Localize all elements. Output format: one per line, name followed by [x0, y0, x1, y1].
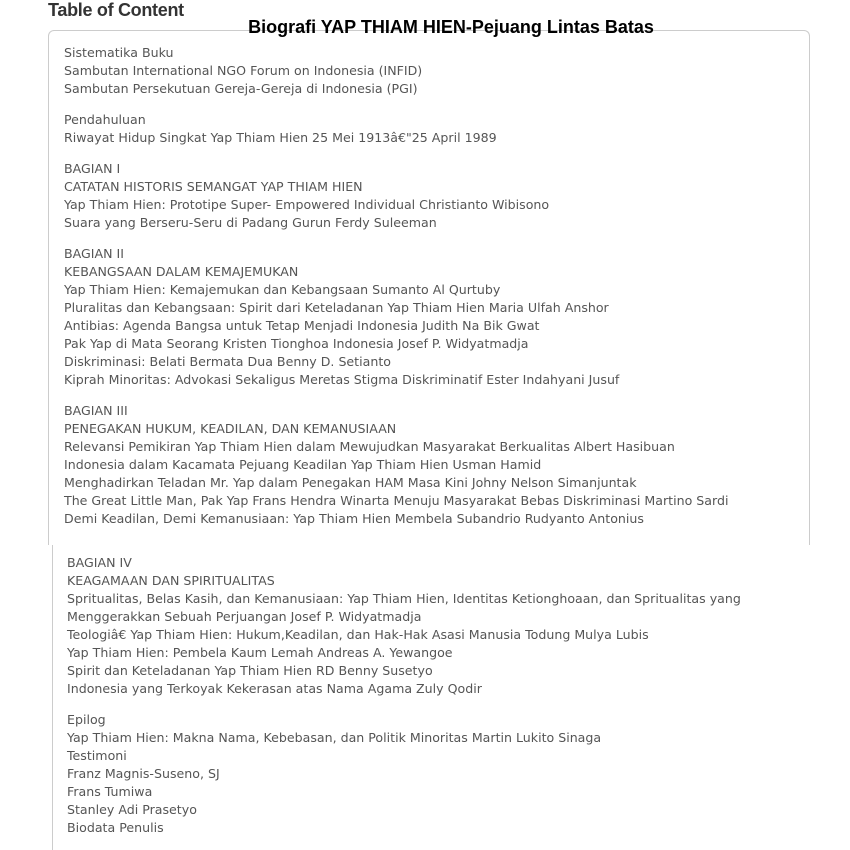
toc-entry: Frans Tumiwa: [67, 784, 153, 799]
toc-entry: Relevansi Pemikiran Yap Thiam Hien dalam Mewujudkan Masyarakat Berkualitas Albert Hasibuan: [64, 439, 675, 454]
toc-entry: Pak Yap di Mata Seorang Kristen Tionghoa Indonesia Josef P. Widyatmadja: [64, 336, 529, 351]
toc-entry: Pluralitas dan Kebangsaan: Spirit dari Keteladanan Yap Thiam Hien Maria Ulfah Anshor: [64, 300, 609, 315]
toc-entry: BAGIAN IV: [67, 555, 132, 570]
toc-entry: The Great Little Man, Pak Yap Frans Hendra Winarta Menuju Masyarakat Bebas Diskriminasi Martino Sardi: [64, 493, 729, 508]
toc-entry: Spritualitas, Belas Kasih, dan Kemanusiaan: Yap Thiam Hien, Identitas Ketionghoaan, dan Spritualitas yang: [67, 591, 741, 606]
toc-entry: BAGIAN III: [64, 403, 128, 418]
toc-entry: Epilog: [67, 712, 106, 727]
toc-entry: KEAGAMAAN DAN SPIRITUALITAS: [67, 573, 275, 588]
toc-section: [67, 711, 812, 837]
toc-entry: Spirit dan Keteladanan Yap Thiam Hien RD Benny Susetyo: [67, 663, 433, 678]
toc-entry: Kiprah Minoritas: Advokasi Sekaligus Meretas Stigma Diskriminatif Ester Indahyani Jusuf: [64, 372, 620, 387]
toc-entry: Teologiâ€ Yap Thiam Hien: Hukum,Keadilan, dan Hak-Hak Asasi Manusia Todung Mulya Lubis: [67, 627, 649, 642]
toc-section: [64, 245, 809, 389]
toc-entry: Riwayat Hidup Singkat Yap Thiam Hien 25 Mei 1913â€"25 April 1989: [64, 130, 497, 145]
toc-entry: Pendahuluan: [64, 112, 146, 127]
toc-panel-2: [52, 545, 812, 850]
toc-entry: Yap Thiam Hien: Makna Nama, Kebebasan, dan Politik Minoritas Martin Lukito Sinaga: [67, 730, 602, 745]
toc-entry: Biodata Penulis: [67, 820, 164, 835]
toc-heading: Table of Content: [48, 0, 184, 20]
toc-entry: Sistematika Buku: [64, 45, 174, 60]
toc-entry: Menghadirkan Teladan Mr. Yap dalam Penegakan HAM Masa Kini Johny Nelson Simanjuntak: [64, 475, 637, 490]
toc-entry: PENEGAKAN HUKUM, KEADILAN, DAN KEMANUSIAAN: [64, 421, 397, 436]
toc-entry: Antibias: Agenda Bangsa untuk Tetap Menjadi Indonesia Judith Na Bik Gwat: [64, 318, 540, 333]
book-title: Biografi YAP THIAM HIEN-Pejuang Lintas Batas: [248, 17, 654, 37]
toc-entry: Yap Thiam Hien: Kemajemukan dan Kebangsaan Sumanto Al Qurtuby: [64, 282, 501, 297]
toc-entry: CATATAN HISTORIS SEMANGAT YAP THIAM HIEN: [64, 179, 363, 194]
toc-entry: Yap Thiam Hien: Prototipe Super- Empowered Individual Christianto Wibisono: [64, 197, 550, 212]
toc-entry: Indonesia dalam Kacamata Pejuang Keadilan Yap Thiam Hien Usman Hamid: [64, 457, 542, 472]
toc-entry: Diskriminasi: Belati Bermata Dua Benny D. Setianto: [64, 354, 391, 369]
toc-entry: Demi Keadilan, Demi Kemanusiaan: Yap Thiam Hien Membela Subandrio Rudyanto Antonius: [64, 511, 644, 526]
toc-entry: KEBANGSAAN DALAM KEMAJEMUKAN: [64, 264, 299, 279]
toc-entry: Suara yang Berseru-Seru di Padang Gurun Ferdy Suleeman: [64, 215, 437, 230]
toc-section: [64, 160, 809, 232]
toc-entry: Testimoni: [67, 748, 127, 763]
toc-entry: BAGIAN II: [64, 246, 124, 261]
toc-entry: Sambutan Persekutuan Gereja-Gereja di Indonesia (PGI): [64, 81, 418, 96]
toc-section: [64, 44, 809, 98]
toc-entry: Stanley Adi Prasetyo: [67, 802, 197, 817]
toc-entry: Sambutan International NGO Forum on Indonesia (INFID): [64, 63, 423, 78]
toc-entry: Indonesia yang Terkoyak Kekerasan atas Nama Agama Zuly Qodir: [67, 681, 482, 696]
toc-entry: Menggerakkan Sebuah Perjuangan Josef P. Widyatmadja: [67, 609, 422, 624]
toc-section: [64, 111, 809, 147]
toc-panel-1: [48, 30, 810, 545]
toc-section: [64, 402, 809, 528]
toc-section: [67, 554, 812, 698]
toc-entry: Yap Thiam Hien: Pembela Kaum Lemah Andreas A. Yewangoe: [67, 645, 453, 660]
toc-entry: BAGIAN I: [64, 161, 121, 176]
toc-entry: Franz Magnis-Suseno, SJ: [67, 766, 220, 781]
